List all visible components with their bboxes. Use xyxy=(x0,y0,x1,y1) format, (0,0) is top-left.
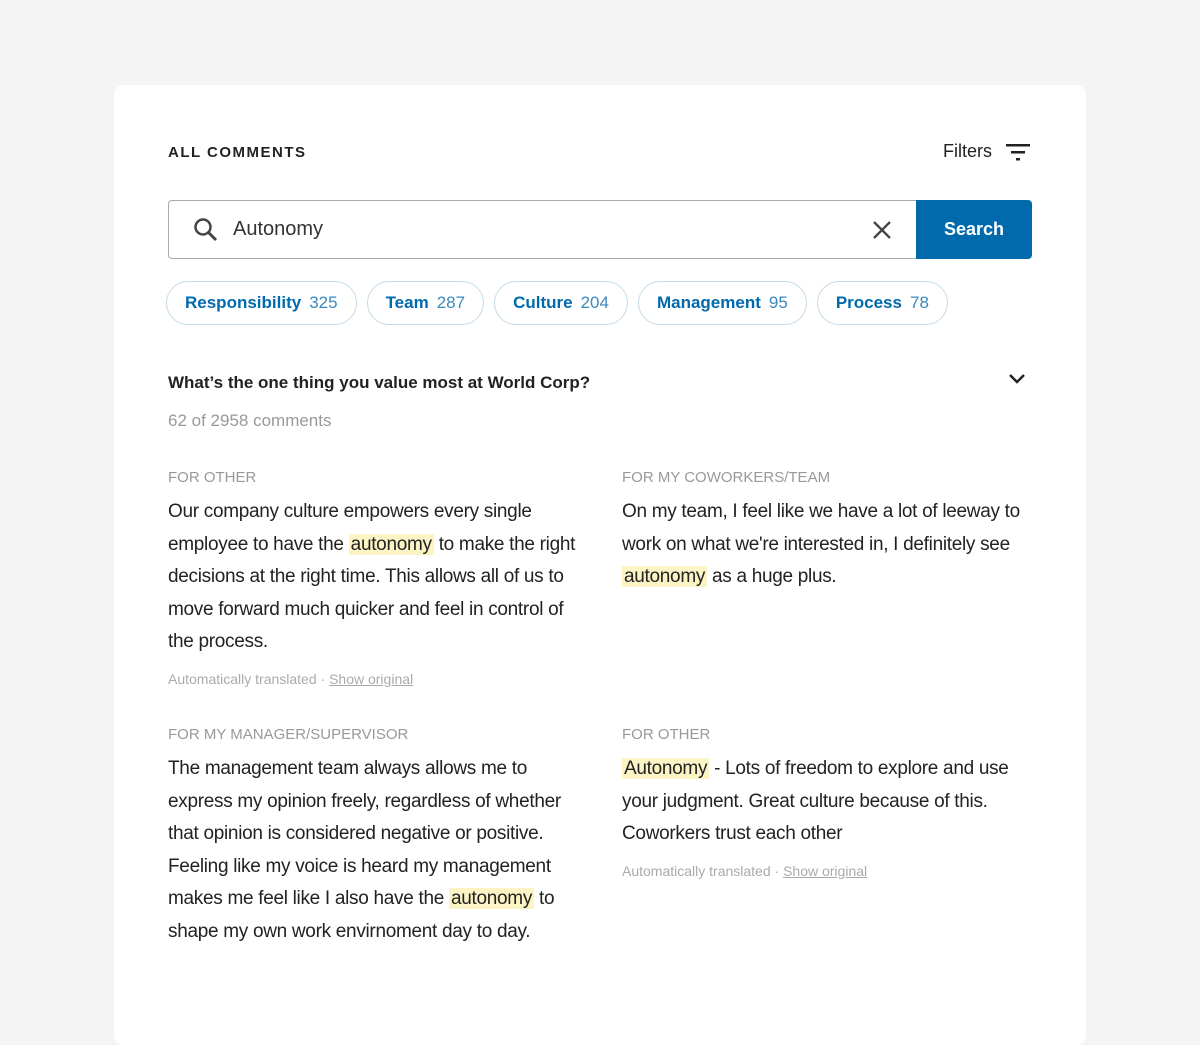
comment xyxy=(622,726,1042,879)
chip-count: 204 xyxy=(580,293,609,312)
chip-count: 78 xyxy=(909,293,929,312)
comment-label: FOR OTHER xyxy=(168,469,257,486)
comment-count: 62 of 2958 comments xyxy=(168,411,332,430)
show-original-link[interactable]: Show original xyxy=(783,862,868,879)
chip-label: Responsibility xyxy=(185,293,302,312)
comment xyxy=(622,469,1042,594)
chip-label: Process xyxy=(835,293,902,312)
question-header[interactable] xyxy=(168,373,1032,393)
comment-label: FOR MY MANAGER/SUPERVISOR xyxy=(168,726,409,743)
comments-card xyxy=(114,85,1086,1045)
comment-label: FOR OTHER xyxy=(622,726,711,743)
search-input[interactable] xyxy=(233,218,858,241)
comment xyxy=(168,469,588,687)
search-field xyxy=(168,200,916,259)
chip-responsibility[interactable] xyxy=(166,281,357,325)
chevron-down-icon[interactable] xyxy=(1008,373,1026,385)
search-button[interactable]: Search xyxy=(916,200,1032,259)
search-icon xyxy=(193,217,219,243)
filters-button[interactable] xyxy=(943,141,1030,162)
chip-count: 287 xyxy=(436,293,466,312)
chip-culture[interactable] xyxy=(494,281,628,325)
topic-chips xyxy=(166,281,948,325)
show-original-link[interactable]: Show original xyxy=(329,670,414,687)
chip-label: Management xyxy=(656,293,761,312)
highlight: autonomy xyxy=(350,533,432,555)
comment xyxy=(168,726,588,948)
chip-label: Culture xyxy=(513,293,573,312)
highlight: autonomy xyxy=(624,566,706,587)
chip-label: Team xyxy=(385,293,429,312)
comment-text: The management team always allows me to express my opinion freely, regardless of whether that opinion is considered negative or positive. Feeling like my voice is heard my management makes me feel like I also have the autonomy to shape my own work envirnoment day to day. xyxy=(168,758,561,942)
comment-text: Autonomy - Lots of freedom to explore and use your judgment. Great culture because of this. Coworkers trust each other xyxy=(622,758,1009,844)
comment-text: On my team, I feel like we have a lot of leeway to work on what we're interested in, I definitely see autonomy as a huge plus. xyxy=(622,501,1020,587)
search-bar xyxy=(168,200,1032,259)
translation-note: Automatically translated · Show original xyxy=(168,670,414,687)
chip-management[interactable] xyxy=(638,281,807,325)
translation-note: Automatically translated · Show original xyxy=(622,862,868,879)
clear-icon[interactable] xyxy=(872,220,892,240)
comment-text: Our company culture empowers every single employee to have the autonomy to make the right decisions at the right time. This allows all of us to move forward much quicker and feel in control of the process. xyxy=(168,501,576,652)
comment-label: FOR MY COWORKERS/TEAM xyxy=(622,469,831,486)
highlight: Autonomy xyxy=(624,758,708,779)
filters-label: Filters xyxy=(943,141,992,161)
chip-process[interactable] xyxy=(817,281,948,325)
page-title: ALL COMMENTS xyxy=(168,144,307,161)
chip-count: 325 xyxy=(309,293,338,312)
highlight: autonomy xyxy=(450,888,533,909)
chip-count: 95 xyxy=(768,293,788,312)
chip-team[interactable] xyxy=(367,281,485,325)
question-text: What’s the one thing you value most at World Corp? xyxy=(168,373,591,392)
filter-icon xyxy=(1006,143,1030,161)
